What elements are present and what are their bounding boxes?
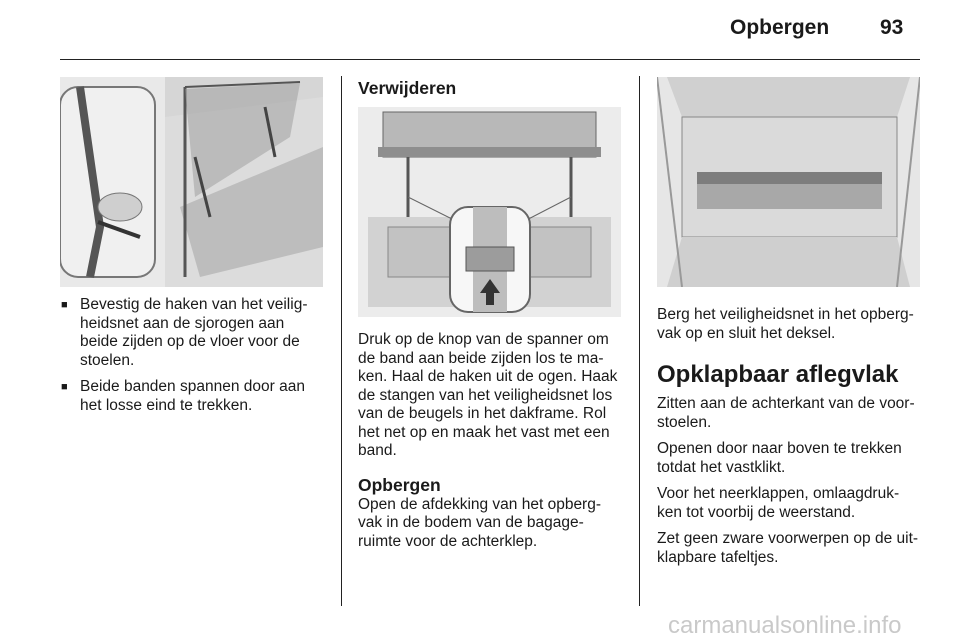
paragraph: Druk op de knop van de spanner om de band aan beide zijden los te ma-ken. Haal de haken uit de ogen. Haak de stangen van het veiligheidsnet los van de beugels in het dakframe. Rol het net op en maak het vast met een band. xyxy=(358,331,618,459)
paragraph: Zitten aan de achterkant van de voor-stoelen. xyxy=(657,395,915,431)
section-heading-verwijderen: Verwijderen xyxy=(358,78,457,98)
header-rule xyxy=(60,59,920,60)
column-3-text xyxy=(657,306,922,575)
figure-storage-compartment xyxy=(657,77,920,287)
column-1-text xyxy=(60,296,325,423)
paragraph: Zet geen zware voorwerpen op de uit-klapbare tafeltjes. xyxy=(657,530,919,566)
subheading-opbergen: Opbergen xyxy=(358,474,441,495)
column-2-text xyxy=(358,78,623,99)
page-number: 93 xyxy=(880,16,904,39)
list-item: ■ Bevestig de haken van het veilig-heidsnet aan de sjorogen aan beide zijden op de vloer voor de stoelen. xyxy=(60,296,325,370)
paragraph: Berg het veiligheidsnet in het opberg-vak op en sluit het deksel. xyxy=(657,306,914,342)
figure-tensioner-release xyxy=(358,107,621,317)
paragraph: Open de afdekking van het opberg-vak in de bodem van de bagage-ruimte voor de achterklep. xyxy=(358,495,602,550)
instruction-list xyxy=(60,296,325,415)
column-divider-1 xyxy=(341,76,342,606)
figure-safety-net-hooks xyxy=(60,77,323,287)
column-2-body xyxy=(358,331,623,559)
section-heading-opklapbaar-aflegvlak: Opklapbaar aflegvlak xyxy=(657,361,899,388)
column-divider-2 xyxy=(639,76,640,606)
paragraph: Voor het neerklappen, omlaagdruk-ken tot voorbij de weerstand. xyxy=(657,485,900,521)
watermark-text: carmanualsonline.info xyxy=(668,612,902,639)
paragraph: Openen door naar boven te trekken totdat het vastklikt. xyxy=(657,440,902,476)
page-header-title: Opbergen xyxy=(730,16,830,39)
list-item: ■ Beide banden spannen door aan het losse eind te trekken. xyxy=(60,378,325,415)
